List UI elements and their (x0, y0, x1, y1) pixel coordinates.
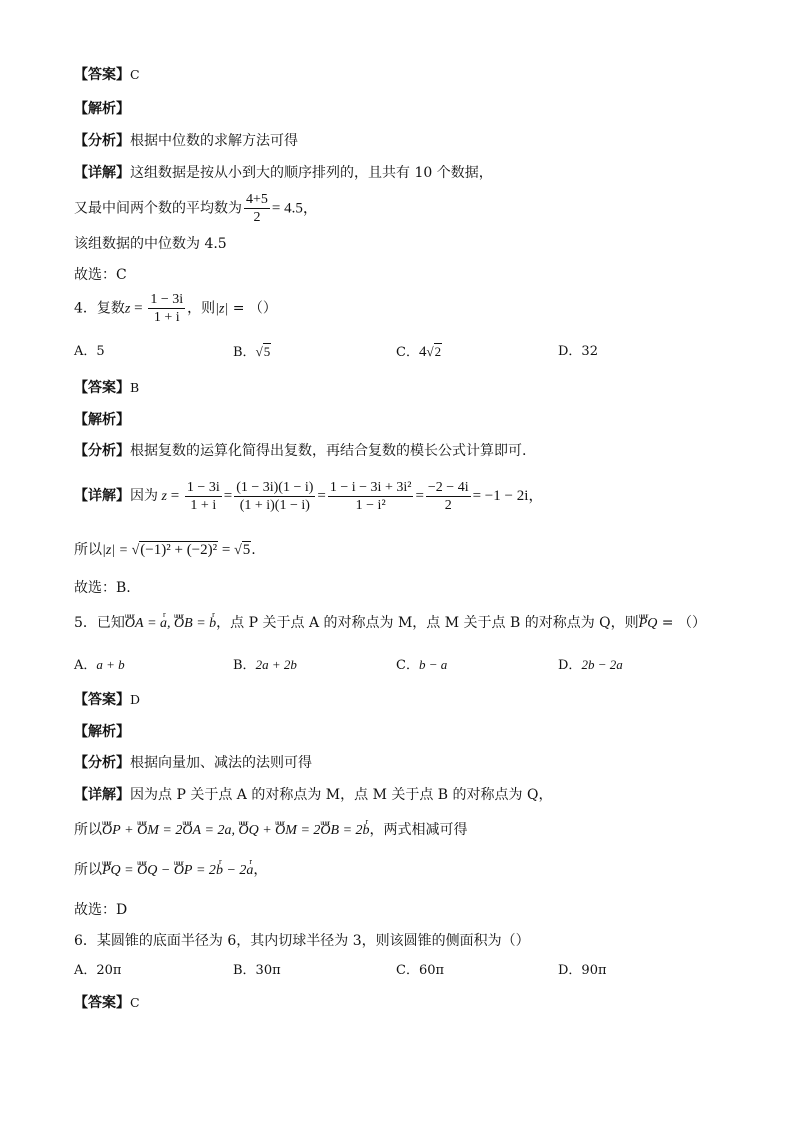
q4-frac-num: 1 − 3i (150, 292, 184, 307)
mean-pre: 又最中间两个数的平均数为 (74, 200, 242, 217)
f1-den: 1 + i (190, 497, 217, 513)
question-6-stem: 6．某圆锥的底面半径为 6，其内切球半径为 3，则该圆锥的侧面积为（） (74, 933, 530, 949)
sqrt-icon: √5 (234, 542, 251, 558)
mod-expr: |z| = (102, 543, 132, 558)
q4-because: 因为 (130, 488, 158, 504)
option-b[interactable] (233, 655, 297, 676)
fenxi-line (74, 753, 312, 773)
q4-eq: = (130, 300, 147, 317)
sqrt-icon: √2 (426, 344, 442, 359)
mean-post: = 4.5， (271, 200, 318, 217)
option-b[interactable]: B．30π (233, 963, 281, 978)
q4-z: z (124, 301, 131, 317)
q4-result: = −1 − 2i， (472, 488, 544, 504)
opt-a-val: a + b (96, 657, 125, 672)
q4-abs: |z| (215, 301, 229, 317)
jiexi-heading: 【解析】 (74, 724, 130, 740)
choose-line: 故选：C (74, 267, 127, 283)
xiangjie-text: 这组数据是按从小到大的顺序排列的，且共有 10 个数据， (130, 165, 493, 181)
jiexi-heading: 【解析】 (74, 412, 130, 428)
q4-frac-1 (185, 479, 222, 514)
q4-fraction (148, 291, 185, 326)
mod-val: 5 (242, 542, 251, 558)
opt-b-label: B． (233, 345, 256, 360)
f2-den: (1 + i)(1 − i) (239, 497, 310, 513)
q5-stem-mid: ，点 P 关于点 A 的对称点为 M，点 M 关于点 B 的对称点为 Q，则 (216, 615, 639, 631)
median-line: 该组数据的中位数为 4.5 (74, 236, 227, 252)
mod-end: . (251, 542, 256, 558)
f4-den: 2 (444, 497, 452, 513)
xiangjie-text: 因为点 P 关于点 A 的对称点为 M，点 M 关于点 B 的对称点为 Q， (130, 787, 553, 803)
answer-label: 【答案】 (74, 380, 130, 396)
fenxi-text: 根据向量加、减法的法则可得 (130, 755, 312, 771)
opt-c-val: 2 (434, 344, 442, 359)
answer-line (74, 993, 140, 1013)
option-b[interactable] (233, 342, 271, 363)
line3-pre: 所以 (74, 862, 102, 878)
answer-label: 【答案】 (74, 995, 130, 1011)
mean-fraction (244, 191, 270, 226)
xiangjie-label: 【详解】 (74, 165, 130, 181)
option-d[interactable] (558, 655, 623, 676)
fenxi-line (74, 441, 526, 461)
line2-post: ，两式相减可得 (369, 822, 468, 838)
fenxi-label: 【分析】 (74, 443, 130, 459)
mean-line (74, 191, 318, 226)
f3-num: 1 − i − 3i + 3i² (329, 479, 412, 495)
q5-stem: 5．已知 (74, 615, 125, 631)
answer-value: B (130, 380, 140, 395)
q4-derivation: 【详解】因为 z = $\frac{1 - 3i}{1 + i}$ = $\frac{(1 - 3i)(1 - i)}{(1 + i)(1 - i)}$ = $\frac{\text{1 − i − 3i + 3i²}}{\text{1 − i²}}$ = $\frac{-2 - 4i}{2}$ = −1 − 2i， (74, 479, 544, 513)
f1-num: 1 − 3i (186, 479, 220, 495)
mod-post: = (218, 542, 235, 558)
f3-den: 1 − i² (355, 497, 386, 513)
xiangjie-line (74, 163, 493, 183)
q4-stem-pre: 4．复数 (74, 300, 125, 317)
question-5-stem: 5．已知uuur OA = r a, uuur OB = r b，点 P 关于点 A 的对称点为 M，点 M 关于点 B 的对称点为 Q，则uuur PQ = （） (74, 613, 706, 634)
q4-modulus-line (74, 540, 256, 561)
opt-a-label: A． (74, 658, 97, 673)
option-c[interactable] (396, 655, 447, 676)
answer-value: D (130, 692, 141, 707)
answer-label: 【答案】 (74, 67, 130, 83)
answer-value: C (130, 995, 140, 1010)
f2-num: (1 − 3i)(1 − i) (236, 479, 314, 495)
line2-pre: 所以 (74, 822, 102, 838)
opt-c-label: C． (396, 658, 419, 673)
xiangjie-label: 【详解】 (74, 488, 130, 504)
fenxi-label: 【分析】 (74, 133, 130, 149)
opt-c-label: C． (396, 345, 419, 360)
answer-label: 【答案】 (74, 692, 130, 708)
fenxi-text: 根据复数的运算化简得出复数，再结合复数的模长公式计算即可. (130, 443, 527, 459)
f4-num: −2 − 4i (427, 479, 469, 495)
q4-stem-post: ，则 (187, 300, 216, 317)
frac-numerator: 4+5 (246, 192, 268, 207)
q5-stem-end: = （） (657, 615, 706, 631)
fenxi-text: 根据中位数的求解方法可得 (130, 133, 298, 149)
xiangjie-label: 【详解】 (74, 787, 130, 803)
q5-derivation-line-3: 所以uuur PQ = uuur OQ − uuur OP = 2r b − 2r a， (74, 860, 267, 881)
fenxi-line (74, 131, 298, 151)
mod-pre: 所以 (74, 542, 102, 558)
option-d[interactable]: D．32 (558, 344, 598, 359)
q4-frac-den: 1 + i (153, 310, 180, 325)
q5-derivation-line-2: 所以uuur OP + uuur OM = 2uuur OA = 2a, uuur OQ + uuur OM = 2uuur OB = 2r b，两式相减可得 (74, 820, 468, 841)
q4-stem-end: = （） (228, 300, 277, 317)
answer-value: C (130, 67, 140, 82)
answer-line (74, 690, 140, 710)
q4-frac-3 (328, 479, 414, 514)
option-d[interactable]: D．90π (558, 963, 607, 978)
opt-b-val: 2a + 2b (255, 657, 297, 672)
mod-rad: (−1)² + (−2)² (140, 542, 218, 558)
opt-b-val: 5 (263, 344, 271, 359)
frac-denominator: 2 (253, 210, 261, 225)
choose-line: 故选：D (74, 902, 128, 918)
fenxi-label: 【分析】 (74, 755, 130, 771)
choose-line: 故选：B. (74, 580, 131, 596)
sqrt-icon: √(−1)² + (−2)² (131, 542, 218, 558)
opt-d-val: 2b − 2a (581, 657, 623, 672)
q4-frac-4 (426, 479, 471, 514)
opt-b-label: B． (233, 658, 256, 673)
answer-line (74, 65, 140, 85)
option-c[interactable] (396, 342, 442, 363)
option-a[interactable]: A．5 (74, 344, 105, 359)
option-a[interactable] (74, 655, 125, 676)
sqrt-icon: √5 (255, 344, 271, 359)
option-c[interactable]: C．60π (396, 963, 445, 978)
jiexi-heading: 【解析】 (74, 101, 130, 117)
opt-d-label: D． (558, 658, 582, 673)
opt-c-val: b − a (418, 657, 448, 672)
opt-c-coef: 4 (418, 344, 427, 360)
option-a[interactable]: A．20π (74, 963, 122, 978)
answer-line (74, 378, 139, 398)
q4-frac-2 (234, 479, 315, 514)
xiangjie-line (74, 785, 552, 805)
question-4-stem (74, 291, 277, 327)
